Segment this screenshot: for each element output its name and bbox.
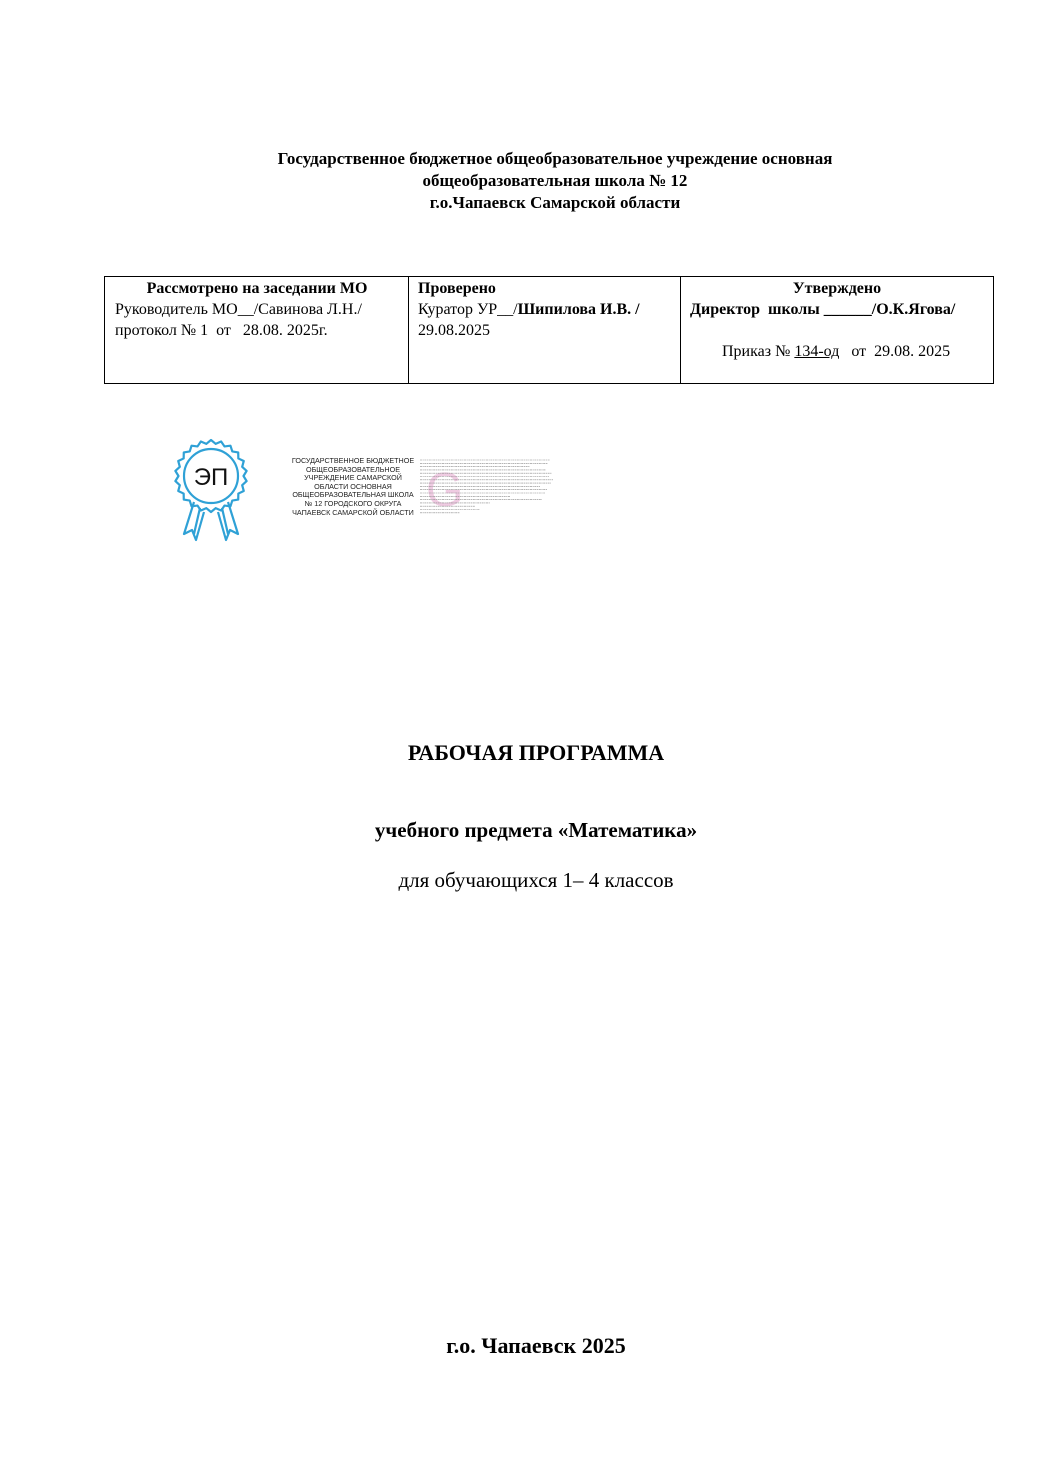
- microtext-graphic: [420, 458, 560, 518]
- signature-details-microtext: [420, 458, 560, 518]
- approved-heading: Утверждено: [792, 280, 882, 297]
- document-city-year: г.о. Чапаевск 2025: [446, 1333, 626, 1358]
- organization-header: [0, 148, 1059, 214]
- checked-curator-name: Шипилова И.В. /: [517, 301, 640, 318]
- approvals-table: [104, 276, 994, 384]
- approved-order-number: 134-од: [794, 343, 840, 360]
- approval-cell-approved: [681, 277, 994, 384]
- rosette-icon: [170, 434, 252, 546]
- signature-owner: [286, 457, 420, 517]
- checked-heading: Проверено: [418, 280, 496, 297]
- approved-order-date: от 29.08. 2025: [839, 343, 951, 360]
- approval-cell-checked: [409, 277, 681, 384]
- document-audience: для обучающихся 1– 4 классов: [398, 868, 674, 892]
- approved-order-label: Приказ №: [722, 343, 795, 360]
- stamp-label: ЭП: [193, 464, 229, 491]
- checked-curator: [418, 299, 671, 320]
- reviewed-heading: Рассмотрено на заседании МО: [146, 280, 368, 297]
- document-title: РАБОЧАЯ ПРОГРАММА: [407, 740, 665, 765]
- owner-line: № 12 ГОРОДСКОГО ОКРУГА: [304, 498, 402, 508]
- approved-order: [690, 320, 984, 383]
- watermark-glyph: G: [426, 464, 464, 517]
- electronic-signature-icon: [170, 434, 252, 546]
- owner-line: УЧРЕЖДЕНИЕ САМАРСКОЙ: [304, 473, 402, 483]
- owner-line: ОБЩЕОБРАЗОВАТЕЛЬНАЯ ШКОЛА: [292, 490, 414, 500]
- org-name-line-1: Государственное бюджетное общеобразовательное учреждение основная: [277, 149, 833, 168]
- document-subject: учебного предмета «Математика»: [374, 818, 698, 842]
- owner-line: ОБЩЕОБРАЗОВАТЕЛЬНОЕ: [305, 464, 400, 474]
- approval-cell-reviewed: [105, 277, 409, 384]
- approved-director: Директор школы ______/О.К.Ягова/: [690, 301, 956, 318]
- reviewed-protocol: протокол № 1 от 28.08. 2025г.: [115, 322, 328, 339]
- owner-line: ЧАПАЕВСК САМАРСКОЙ ОБЛАСТИ: [292, 507, 414, 517]
- owner-line: ГОСУДАРСТВЕННОЕ БЮДЖЕТНОЕ: [291, 456, 415, 465]
- org-name-line-3: г.о.Чапаевск Самарской области: [429, 193, 681, 212]
- reviewed-head-of-mo: Руководитель МО__/Савинова Л.Н./: [115, 301, 362, 318]
- checked-date: 29.08.2025: [418, 322, 490, 339]
- owner-line: ОБЛАСТИ ОСНОВНАЯ: [314, 481, 392, 491]
- org-name-line-2: общеобразовательная школа № 12: [422, 171, 688, 190]
- checked-curator-label: Куратор УР__/: [418, 301, 518, 318]
